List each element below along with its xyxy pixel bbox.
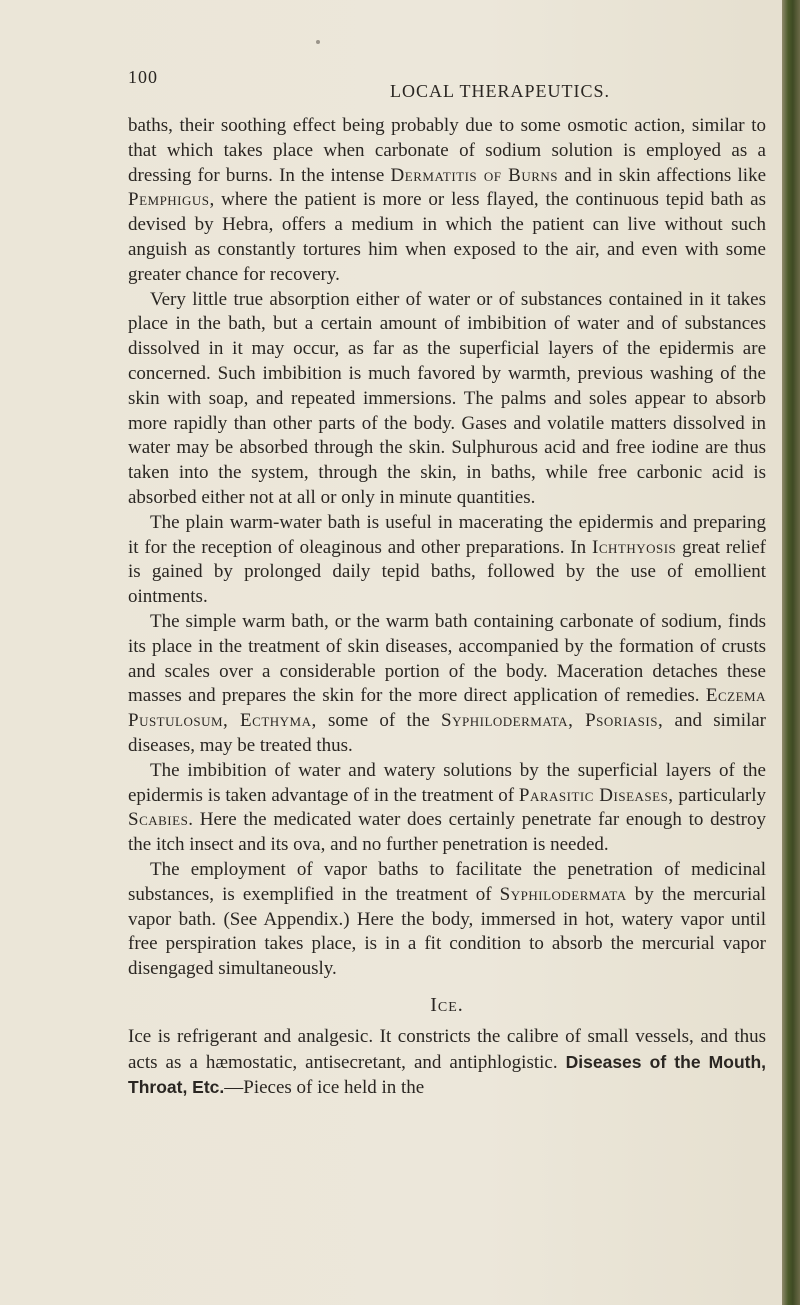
disease-term: Syphilodermata [499, 883, 627, 905]
text-run: baths, their soothing effect being probably due to some osmotic action, similar to that which takes place when carbonate of sodium solution is employed as a dressing for burns. In the intense [128, 115, 766, 186]
text-run: Ice is refrigerant and analgesic. It constricts the calibre of small vessels, and thus acts as a hæmostatic, antisecretant, and antiphlogistic. [128, 1025, 766, 1073]
text-run: by the mercurial vapor bath. (See Appendix.) Here the body, immersed in hot, watery vapor until free perspiration takes place, is in a fit condition to absorb the mercurial vapor disengaged simultaneously. [128, 883, 766, 980]
text-run: —Pieces of ice held in the [224, 1077, 425, 1099]
text-run: . Here the medicated water does certainly penetrate far enough to destroy the itch insect and its ova, and no further penetration is needed. [128, 809, 766, 856]
paragraph: Very little true absorption either of water or of substances contained in it takes place in the bath, but a certain amount of imbibition of water and of substances dissolved in it may occur, as far as the superficial layers of the epidermis are concerned. Such imbibition is much favored by warmth, previous washing of the skin with soap, and repeated immersions. The palms and soles appear to absorb more rapidly than other parts of the body. Gases and volatile matters dissolved in water may be absorbed through the skin. Sulphurous acid and free iodine are thus taken into the system, through the skin, in baths, while free carbonic acid is absorbed either not at all or only in minute quantities. [128, 288, 766, 508]
disease-term: Parasitic Diseases, [518, 784, 674, 806]
paragraph [128, 1025, 766, 1101]
text-run: particularly [673, 784, 766, 806]
text-run: great relief is gained by prolonged daily tepid baths, followed by the use of emollient ointments. [128, 536, 766, 608]
disease-term: Ichthyosis [592, 536, 677, 558]
page-number: 100 [128, 67, 158, 87]
section-heading: Ice. [430, 993, 464, 1016]
disease-term: Pemphigus [128, 189, 210, 211]
disease-term: Syphilodermata, Psoriasis, [441, 710, 664, 732]
paragraph [128, 610, 766, 759]
text-run: some of the [316, 710, 442, 732]
disease-term: Eczema Pustulosum, Ecthyma, [128, 685, 766, 732]
text-run: , where the patient is more or less flayed, the continuous tepid bath as devised by Hebra, offers a medium in which the patient can live without such anguish as constantly tortures him when exposed to the air, and even with some greater chance for recovery. [128, 189, 766, 285]
subsection-title: Diseases of the Mouth, Throat, Etc. [128, 1051, 767, 1098]
ink-speck [316, 40, 320, 44]
text-run: The simple warm bath, or the warm bath containing carbonate of sodium, finds its place in the treatment of skin diseases, accompanied by the formation of crusts and scales over a considerable portion of the body. Maceration detaches these masses and prepares the skin for the more direct application of remedies. [128, 610, 766, 707]
page-edge [782, 0, 800, 1305]
paragraph [128, 511, 766, 610]
text-run: The imbibition of water and watery solutions by the superficial layers of the epidermis is taken advantage of in the treatment of [128, 759, 766, 806]
text-run: The employment of vapor baths to facilitate the penetration of medicinal substances, is exemplified in the treatment of [128, 858, 766, 905]
paragraph [128, 759, 766, 858]
text-run: and similar diseases, may be treated thus. [128, 710, 767, 756]
paragraph [128, 858, 766, 982]
body-text [128, 114, 766, 1101]
text-run: and in skin affections like [558, 164, 767, 186]
disease-term: Scabies [128, 809, 189, 831]
running-head: LOCAL THERAPEUTICS. [390, 81, 611, 101]
paragraph [128, 114, 766, 288]
text-run: The plain warm-water bath is useful in macerating the epidermis and preparing it for the reception of oleaginous and other preparations. In [128, 511, 766, 558]
page-header [128, 67, 768, 103]
disease-term: Dermatitis of Burns [390, 164, 559, 186]
